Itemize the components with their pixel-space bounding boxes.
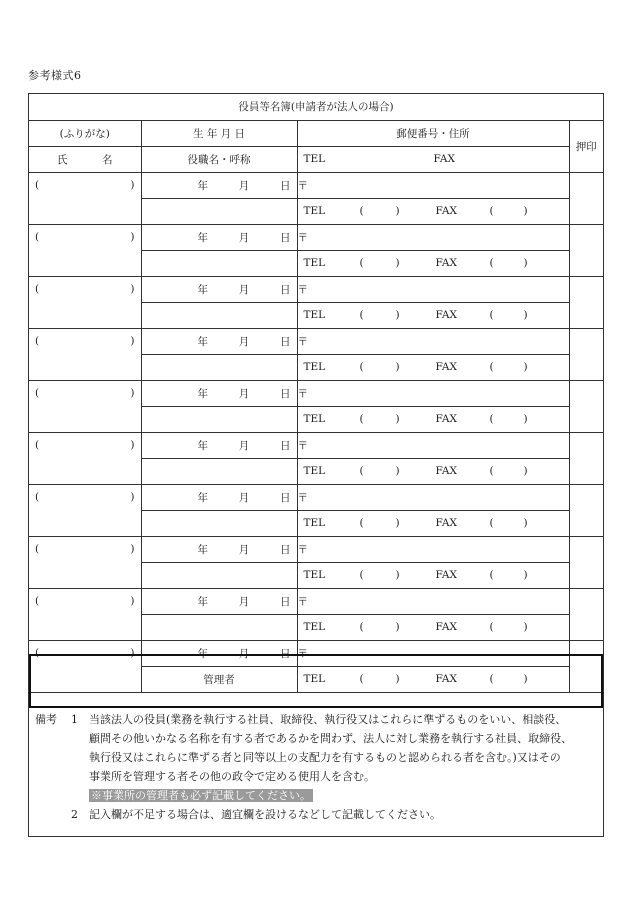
day-label: 日: [280, 543, 291, 556]
day-label: 日: [280, 335, 291, 348]
paren-open: (: [35, 438, 40, 451]
entry-birthdate-cell[interactable]: [141, 380, 297, 406]
tel-label: TEL: [303, 569, 326, 581]
postal-mark: 〒: [297, 439, 308, 452]
fax-label: FAX: [435, 257, 457, 269]
entry-birthdate-cell[interactable]: [141, 224, 297, 250]
entry-birthdate-cell[interactable]: [141, 588, 297, 614]
postal-mark: 〒: [297, 387, 308, 400]
month-label: 月: [238, 231, 250, 244]
paren-open: (: [35, 490, 40, 503]
paren-open: (: [359, 621, 364, 633]
officer-entry-row: [29, 588, 603, 614]
paren-close: ): [523, 413, 528, 425]
entry-seal-cell[interactable]: [569, 172, 603, 224]
paren-close: ): [395, 309, 400, 321]
entry-birthdate-cell[interactable]: [141, 172, 297, 198]
fax-label: FAX: [435, 205, 457, 217]
paren-open: (: [489, 309, 494, 321]
fax-label: FAX: [435, 413, 457, 425]
remarks-manager-note: ※事業所の管理者も必ず記載してください。: [91, 789, 311, 802]
entry-tel-fax-cell[interactable]: [297, 510, 569, 536]
paren-close: ): [395, 413, 400, 425]
month-label: 月: [238, 283, 250, 296]
entry-seal-cell[interactable]: [569, 588, 603, 640]
entry-address-cell[interactable]: [297, 172, 569, 198]
paren-open: (: [359, 413, 364, 425]
manager-label: 管理者: [203, 673, 235, 686]
postal-mark: 〒: [297, 335, 308, 348]
paren-close: ): [523, 517, 528, 529]
officer-entry-row: [29, 276, 603, 302]
paren-open: (: [35, 230, 40, 243]
postal-mark: 〒: [297, 595, 308, 608]
postal-mark: 〒: [297, 647, 308, 660]
day-label: 日: [280, 231, 291, 244]
paren-close: ): [395, 673, 400, 685]
officer-entry-row: [29, 484, 603, 510]
entry-name-cell[interactable]: [29, 276, 141, 328]
year-label: 年: [197, 283, 208, 296]
paren-close: ): [130, 438, 135, 451]
year-label: 年: [197, 595, 208, 608]
tel-label: TEL: [303, 517, 326, 529]
fax-label: FAX: [435, 465, 457, 477]
form-label: 参考様式6: [28, 69, 82, 82]
entry-name-cell[interactable]: [29, 380, 141, 432]
paren-close: ): [523, 673, 528, 685]
entry-seal-cell[interactable]: [569, 432, 603, 484]
month-label: 月: [238, 491, 250, 504]
paren-open: (: [359, 517, 364, 529]
fax-label: FAX: [435, 569, 457, 581]
paren-close: ): [523, 205, 528, 217]
paren-close: ): [130, 178, 135, 191]
manager-entry-row: [29, 640, 603, 666]
paren-close: ): [395, 257, 400, 269]
entry-tel-fax-cell[interactable]: [297, 562, 569, 588]
entry-tel-fax-cell[interactable]: [297, 302, 569, 328]
paren-open: (: [359, 309, 364, 321]
entry-birthdate-cell[interactable]: [141, 536, 297, 562]
paren-open: (: [35, 334, 40, 347]
entry-name-cell[interactable]: [29, 640, 141, 692]
officer-entry-row: [29, 432, 603, 458]
entry-position-cell[interactable]: [141, 458, 297, 484]
paren-open: (: [35, 282, 40, 295]
year-label: 年: [197, 439, 208, 452]
paren-open: (: [359, 569, 364, 581]
entry-name-cell[interactable]: [29, 588, 141, 640]
year-label: 年: [197, 335, 208, 348]
entry-seal-cell[interactable]: [569, 484, 603, 536]
paren-close: ): [130, 542, 135, 555]
header-seal: 押印: [569, 120, 603, 172]
paren-open: (: [359, 465, 364, 477]
entry-position-cell[interactable]: [141, 354, 297, 380]
postal-mark: 〒: [297, 283, 308, 296]
entry-name-cell[interactable]: [29, 484, 141, 536]
entry-position-cell[interactable]: [141, 302, 297, 328]
paren-open: (: [489, 413, 494, 425]
entry-tel-fax-cell[interactable]: [297, 250, 569, 276]
officer-entry-row: [29, 172, 603, 198]
paren-close: ): [395, 205, 400, 217]
paren-close: ): [130, 646, 135, 659]
paren-open: (: [35, 542, 40, 555]
header-tel-fax: [297, 146, 569, 172]
entry-address-cell[interactable]: [297, 484, 569, 510]
day-label: 日: [280, 491, 291, 504]
paren-open: (: [35, 594, 40, 607]
month-label: 月: [238, 335, 250, 348]
paren-close: ): [523, 465, 528, 477]
entry-position-cell[interactable]: [141, 198, 297, 224]
paren-close: ): [395, 621, 400, 633]
entry-address-cell[interactable]: [297, 380, 569, 406]
remarks-item1-line: 当該法人の役員(業務を執行する社員、取締役、執行役又はこれらに準ずるものをいい、相談役、: [89, 713, 567, 726]
year-label: 年: [197, 647, 208, 660]
month-label: 月: [238, 595, 250, 608]
entry-position-cell[interactable]: [141, 406, 297, 432]
paren-open: (: [489, 361, 494, 373]
entry-tel-fax-cell[interactable]: [297, 354, 569, 380]
entry-seal-cell[interactable]: [569, 640, 603, 692]
entry-name-cell[interactable]: [29, 432, 141, 484]
entry-tel-fax-cell[interactable]: [297, 198, 569, 224]
fax-label: FAX: [435, 517, 457, 529]
entry-address-cell[interactable]: [297, 588, 569, 614]
entry-seal-cell[interactable]: [569, 224, 603, 276]
year-label: 年: [197, 543, 208, 556]
header-birthdate: 生 年 月 日: [141, 120, 297, 146]
entry-tel-fax-cell[interactable]: [297, 458, 569, 484]
remarks-item2-number: 2: [71, 808, 78, 821]
paren-open: (: [489, 621, 494, 633]
entry-address-cell[interactable]: [297, 224, 569, 250]
officer-entry-row: [29, 380, 603, 406]
remarks-item1-line: 執行役又はこれらに準ずる者と同等以上の支配力を有するものと認められる者を含む。)又はその: [89, 751, 561, 764]
postal-mark: 〒: [297, 231, 308, 244]
paren-close: ): [130, 282, 135, 295]
paren-close: ): [523, 309, 528, 321]
tel-label: TEL: [303, 621, 326, 633]
fax-label: FAX: [435, 361, 457, 373]
entry-position-cell[interactable]: [141, 562, 297, 588]
paren-open: (: [489, 205, 494, 217]
paren-open: (: [489, 517, 494, 529]
tel-label: TEL: [303, 309, 326, 321]
entry-birthdate-cell[interactable]: [141, 640, 297, 666]
entry-address-cell[interactable]: [297, 640, 569, 666]
fax-label: FAX: [435, 621, 457, 633]
paren-open: (: [489, 673, 494, 685]
year-label: 年: [197, 491, 208, 504]
day-label: 日: [280, 595, 291, 608]
remarks-heading: 備考: [35, 713, 57, 726]
day-label: 日: [280, 647, 291, 660]
entry-position-cell[interactable]: [141, 510, 297, 536]
officer-entry-row: [29, 224, 603, 250]
entry-birthdate-cell[interactable]: [141, 484, 297, 510]
tel-label: TEL: [303, 465, 326, 477]
officer-entry-row: [29, 536, 603, 562]
entry-position-cell[interactable]: [141, 666, 297, 692]
year-label: 年: [197, 387, 208, 400]
tel-label: TEL: [303, 257, 326, 269]
paren-close: ): [130, 230, 135, 243]
remarks-item1-body: [89, 710, 597, 805]
header-furigana: (ふりがな): [29, 120, 141, 146]
entry-address-cell[interactable]: [297, 328, 569, 354]
paren-open: (: [35, 646, 40, 659]
day-label: 日: [280, 439, 291, 452]
month-label: 月: [238, 179, 250, 192]
paren-open: (: [489, 569, 494, 581]
entry-seal-cell[interactable]: [569, 276, 603, 328]
entry-seal-cell[interactable]: [569, 380, 603, 432]
paren-close: ): [130, 334, 135, 347]
header-name-left: 氏: [57, 153, 68, 166]
tel-label: TEL: [303, 361, 326, 373]
paren-close: ): [395, 569, 400, 581]
officer-roster-sheet: [28, 93, 604, 837]
paren-close: ): [395, 361, 400, 373]
header-fax: FAX: [433, 153, 455, 165]
entry-tel-fax-cell[interactable]: [297, 666, 569, 692]
entry-tel-fax-cell[interactable]: [297, 406, 569, 432]
fax-label: FAX: [435, 673, 457, 685]
paren-open: (: [489, 465, 494, 477]
entry-position-cell[interactable]: [141, 614, 297, 640]
paren-open: (: [359, 361, 364, 373]
paren-close: ): [523, 361, 528, 373]
header-name-right: 名: [102, 153, 113, 166]
remarks-item1-line: 顧問その他いかなる名称を有する者であるかを問わず、法人に対し業務を執行する社員、取締役、: [89, 732, 573, 745]
entry-seal-cell[interactable]: [569, 536, 603, 588]
postal-mark: 〒: [297, 543, 308, 556]
entry-birthdate-cell[interactable]: [141, 276, 297, 302]
month-label: 月: [238, 387, 250, 400]
paren-open: (: [359, 257, 364, 269]
paren-open: (: [35, 178, 40, 191]
entry-seal-cell[interactable]: [569, 328, 603, 380]
day-label: 日: [280, 179, 291, 192]
paren-open: (: [489, 257, 494, 269]
header-position: 役職名・呼称: [141, 146, 297, 172]
entry-name-cell[interactable]: [29, 172, 141, 224]
entry-name-cell[interactable]: [29, 328, 141, 380]
paren-open: (: [35, 386, 40, 399]
entry-position-cell[interactable]: [141, 250, 297, 276]
paren-close: ): [395, 465, 400, 477]
entry-address-cell[interactable]: [297, 432, 569, 458]
fax-label: FAX: [435, 309, 457, 321]
officer-roster-table: [29, 94, 603, 693]
paren-close: ): [523, 569, 528, 581]
year-label: 年: [197, 231, 208, 244]
entry-birthdate-cell[interactable]: [141, 432, 297, 458]
paren-close: ): [130, 594, 135, 607]
entry-tel-fax-cell[interactable]: [297, 614, 569, 640]
header-address: 郵便番号・住所: [297, 120, 569, 146]
tel-label: TEL: [303, 673, 326, 685]
month-label: 月: [238, 439, 250, 452]
paren-open: (: [359, 673, 364, 685]
paren-close: ): [130, 490, 135, 503]
remarks-item1-number: 1: [71, 713, 78, 726]
paren-open: (: [359, 205, 364, 217]
entry-name-cell[interactable]: [29, 224, 141, 276]
postal-mark: 〒: [297, 179, 308, 192]
paren-close: ): [523, 621, 528, 633]
remarks-item1-line: 事業所を管理する者その他の政令で定める使用人を含む。: [89, 770, 375, 783]
month-label: 月: [238, 647, 250, 660]
paren-close: ): [395, 517, 400, 529]
paren-close: ): [130, 386, 135, 399]
day-label: 日: [280, 387, 291, 400]
tel-label: TEL: [303, 413, 326, 425]
postal-mark: 〒: [297, 491, 308, 504]
month-label: 月: [238, 543, 250, 556]
officer-entry-row: [29, 328, 603, 354]
entry-birthdate-cell[interactable]: [141, 328, 297, 354]
header-name: [29, 146, 141, 172]
table-title: 役員等名簿(申請者が法人の場合): [29, 94, 603, 120]
entry-address-cell[interactable]: [297, 276, 569, 302]
remarks-item2-text: 記入欄が不足する場合は、適宜欄を設けるなどして記載してください。: [89, 808, 441, 821]
entry-name-cell[interactable]: [29, 536, 141, 588]
paren-close: ): [523, 257, 528, 269]
tel-label: TEL: [303, 205, 326, 217]
day-label: 日: [280, 283, 291, 296]
header-tel: TEL: [303, 153, 326, 165]
entry-address-cell[interactable]: [297, 536, 569, 562]
year-label: 年: [197, 179, 208, 192]
